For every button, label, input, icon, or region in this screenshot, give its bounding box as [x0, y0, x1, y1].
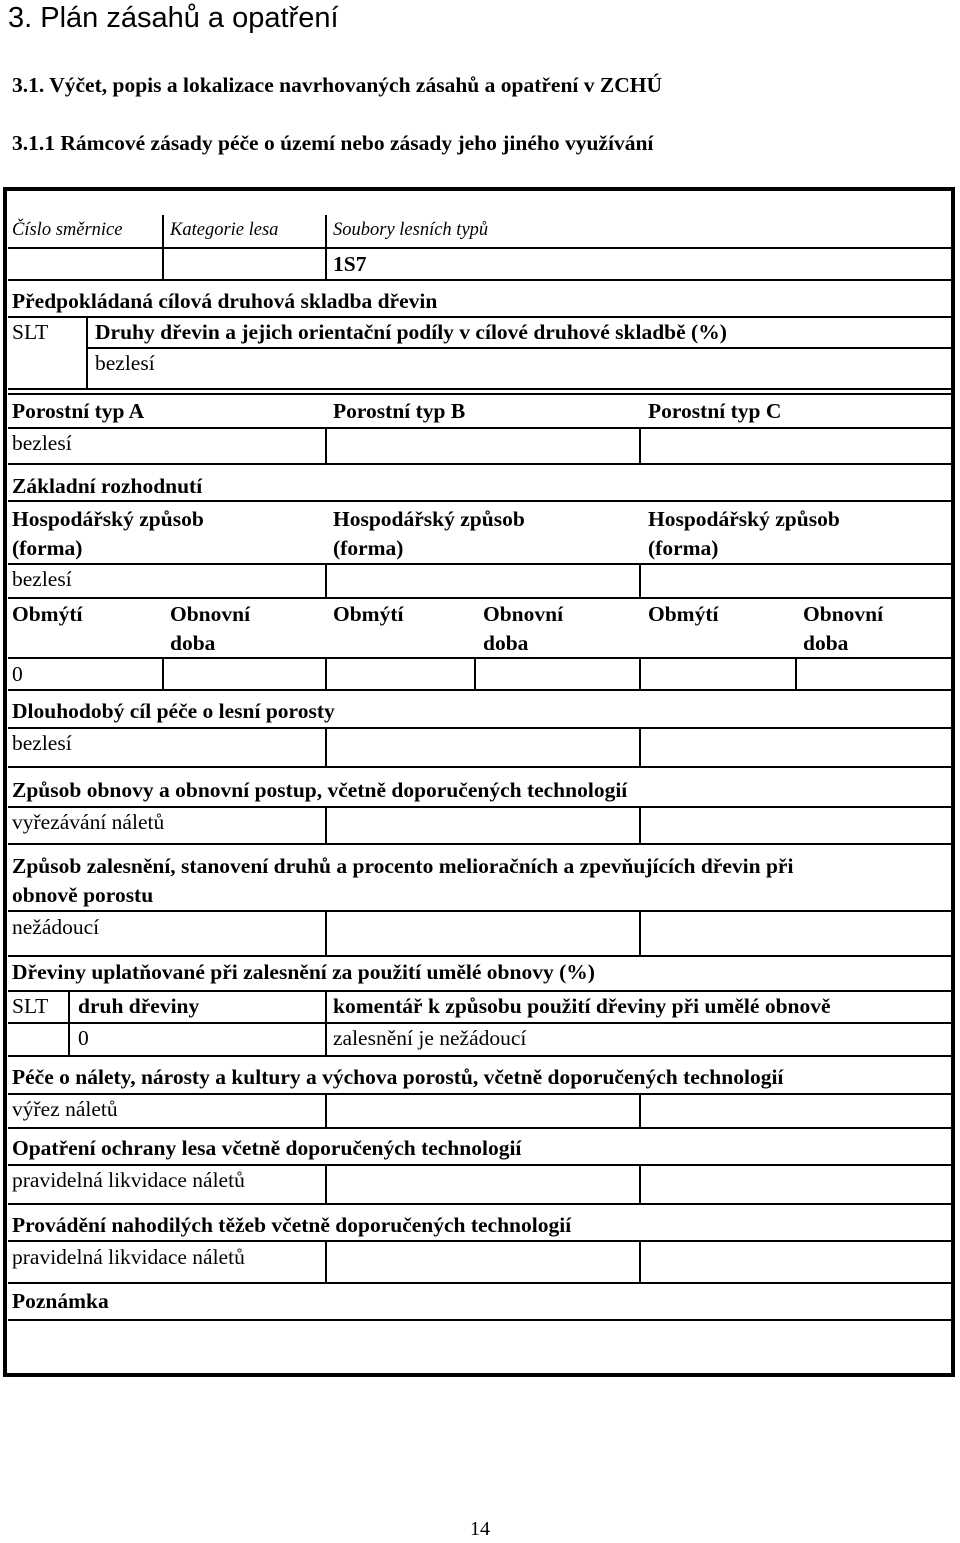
- rule: [639, 657, 641, 691]
- management-method-a-label: Hospodářský způsob: [12, 507, 204, 531]
- tree-species-value: 0: [78, 1026, 89, 1050]
- rule: [639, 1093, 641, 1129]
- subsection-heading: 3.1. Výčet, popis a lokalizace navrhovaných zásahů a opatření v ZCHÚ: [12, 73, 663, 97]
- rule: [68, 1022, 70, 1057]
- target-composition-value: bezlesí: [95, 351, 155, 375]
- rule: [8, 1319, 951, 1321]
- rule: [8, 1240, 951, 1242]
- kategorie-lesa-label: Kategorie lesa: [170, 220, 279, 240]
- rotation-a-label: Obmýtí: [12, 602, 83, 626]
- regeneration-period-c-label-2: doba: [803, 631, 849, 655]
- rule: [8, 1055, 951, 1057]
- rule: [639, 910, 641, 957]
- long-term-goal-value: bezlesí: [12, 731, 72, 755]
- rule: [8, 597, 951, 599]
- protection-title: Opatření ochrany lesa včetně doporučených technologií: [12, 1136, 522, 1160]
- rule: [325, 563, 327, 599]
- regeneration-period-b-label: Obnovní: [483, 602, 564, 626]
- rule: [8, 279, 951, 281]
- stand-type-a-value: bezlesí: [12, 431, 72, 455]
- rule: [325, 1240, 327, 1284]
- management-form-a-label: (forma): [12, 536, 83, 560]
- regeneration-title: Způsob obnovy a obnovní postup, včetně doporučených technologií: [12, 778, 628, 802]
- trees-slt-label: SLT: [12, 994, 49, 1018]
- subsubsection-heading: 3.1.1 Rámcové zásady péče o území nebo zásady jeho jiného využívání: [12, 131, 654, 155]
- note-title: Poznámka: [12, 1289, 109, 1313]
- rule: [325, 990, 327, 1057]
- rotation-c-label: Obmýtí: [648, 602, 719, 626]
- usage-comment-label: komentář k způsobu použití dřeviny při umělé obnově: [333, 994, 831, 1018]
- afforestation-value: nežádoucí: [12, 915, 100, 939]
- rule: [795, 657, 797, 691]
- rule: [86, 347, 951, 349]
- rule: [8, 689, 951, 691]
- cislo-smernice-label: Číslo směrnice: [12, 220, 123, 240]
- rule: [639, 1240, 641, 1284]
- rule: [639, 727, 641, 768]
- afforestation-title-line-1: Způsob zalesnění, stanovení druhů a procento melioračních a zpevňujících dřevin při: [12, 854, 794, 878]
- rule: [474, 657, 476, 691]
- rule: [325, 910, 327, 957]
- rule: [8, 910, 951, 912]
- soubory-lesnich-typu-label: Soubory lesních typů: [333, 220, 489, 240]
- salvage-felling-value: pravidelná likvidace náletů: [12, 1245, 245, 1269]
- slt-code-value: 1S7: [333, 252, 367, 276]
- long-term-goal-title: Dlouhodobý cíl péče o lesní porosty: [12, 699, 335, 723]
- rule: [639, 806, 641, 845]
- rule: [325, 727, 327, 768]
- rule: [8, 393, 951, 395]
- rule: [639, 563, 641, 599]
- rule: [8, 766, 951, 768]
- rule: [8, 1127, 951, 1129]
- regeneration-period-a-label: Obnovní: [170, 602, 251, 626]
- rule: [325, 1164, 327, 1205]
- regeneration-period-b-label-2: doba: [483, 631, 529, 655]
- rule: [8, 955, 951, 957]
- rule: [325, 806, 327, 845]
- management-method-c-label: Hospodářský způsob: [648, 507, 840, 531]
- trees-used-title: Dřeviny uplatňované při zalesnění za použití umělé obnovy (%): [12, 960, 595, 984]
- target-composition-title: Předpokládaná cílová druhová skladba dřevin: [12, 289, 438, 313]
- rule: [8, 1203, 951, 1205]
- rule: [8, 247, 951, 249]
- rule: [639, 1164, 641, 1205]
- rule: [8, 727, 951, 729]
- management-a-value: bezlesí: [12, 567, 72, 591]
- salvage-felling-title: Provádění nahodilých těžeb včetně doporučených technologií: [12, 1213, 572, 1237]
- care-value: výřez náletů: [12, 1097, 118, 1121]
- usage-comment-value: zalesnění je nežádoucí: [333, 1026, 527, 1050]
- rotation-b-label: Obmýtí: [333, 602, 404, 626]
- rule: [8, 388, 951, 390]
- rule: [8, 1282, 951, 1284]
- rule: [325, 215, 327, 281]
- management-method-b-label: Hospodářský způsob: [333, 507, 525, 531]
- management-form-c-label: (forma): [648, 536, 719, 560]
- page-number: 14: [470, 1518, 490, 1540]
- care-title: Péče o nálety, nárosty a kultury a výchova porostů, včetně doporučených technologií: [12, 1065, 784, 1089]
- rule: [639, 427, 641, 465]
- stand-type-b-label: Porostní typ B: [333, 399, 466, 423]
- rule: [68, 990, 70, 1024]
- rule: [8, 563, 951, 565]
- tree-species-label: druh dřeviny: [78, 994, 200, 1018]
- rule: [8, 463, 951, 465]
- slt-label: SLT: [12, 320, 49, 344]
- rule: [325, 657, 327, 691]
- rotation-a-value: 0: [12, 662, 23, 686]
- species-shares-label: Druhy dřevin a jejich orientační podíly v cílové druhové skladbě (%): [95, 320, 727, 344]
- management-form-b-label: (forma): [333, 536, 404, 560]
- rule: [325, 1093, 327, 1129]
- rule: [86, 316, 88, 390]
- stand-type-c-label: Porostní typ C: [648, 399, 782, 423]
- rule: [162, 215, 164, 281]
- regeneration-period-c-label: Obnovní: [803, 602, 884, 626]
- rule: [325, 427, 327, 465]
- regeneration-period-a-label-2: doba: [170, 631, 216, 655]
- afforestation-title-line-2: obnově porostu: [12, 883, 154, 907]
- rule: [162, 657, 164, 691]
- stand-type-a-label: Porostní typ A: [12, 399, 145, 423]
- rule: [8, 1093, 951, 1095]
- basic-decision-title: Základní rozhodnutí: [12, 474, 203, 498]
- section-heading: 3. Plán zásahů a opatření: [8, 2, 339, 34]
- rule: [8, 427, 951, 429]
- regeneration-value: vyřezávání náletů: [12, 810, 165, 834]
- rule: [8, 843, 951, 845]
- protection-value: pravidelná likvidace náletů: [12, 1168, 245, 1192]
